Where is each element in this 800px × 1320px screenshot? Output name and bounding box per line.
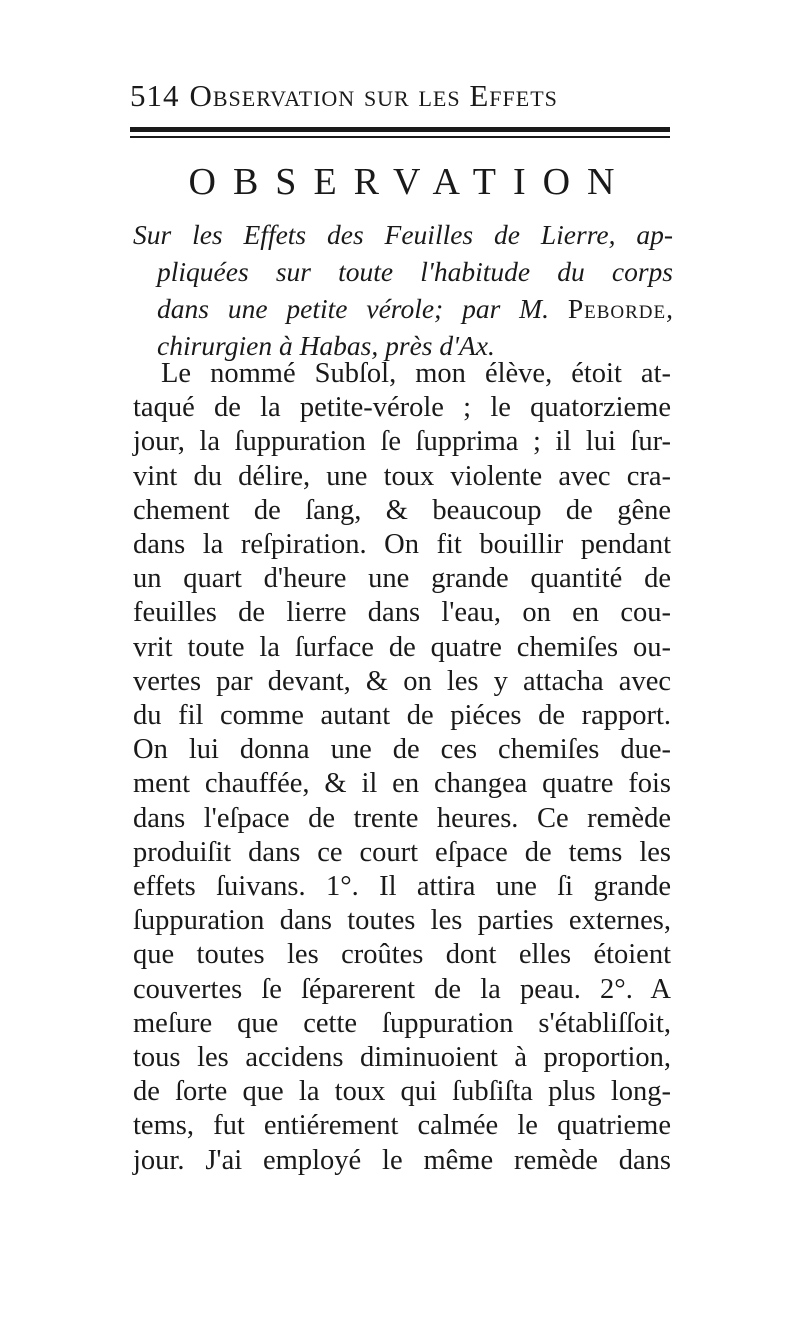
body-line: produiſit dans ce court eſpace de tems les (133, 836, 671, 868)
subtitle-punctuation: , (666, 293, 673, 324)
body-line: ſuppuration dans toutes les parties externes, (133, 905, 671, 937)
subtitle-line: pliquées sur toute l'habitude du corps (157, 256, 673, 287)
body-line: vint du délire, une toux violente avec cra- (133, 460, 671, 492)
body-line: vrit toute la ſurface de quatre chemiſes ou- (133, 631, 671, 663)
header-rule-thick (130, 127, 670, 132)
running-title: Observation sur les Effets (189, 78, 558, 113)
body-line: du fil comme autant de piéces de rapport. (133, 700, 671, 732)
body-line: meſure que cette ſuppuration s'établiſſoit, (133, 1007, 671, 1039)
body-line: Le nommé Subſol, mon élève, étoit at- (161, 358, 671, 389)
page-number: 514 (130, 78, 180, 113)
body-line: feuilles de lierre dans l'eau, on en cou- (133, 597, 671, 629)
article-title: OBSERVATION (188, 161, 632, 203)
subtitle-line-text: dans une petite vérole; par M. (157, 293, 549, 324)
body-line: que toutes les croûtes dont elles étoient (133, 939, 671, 971)
author-name: Peborde (567, 293, 667, 324)
body-line: chement de ſang, & beaucoup de gêne (133, 494, 671, 526)
body-line: dans la reſpiration. On fit bouillir pendant (133, 529, 671, 561)
subtitle-line: Sur les Effets des Feuilles de Lierre, ap- (133, 219, 673, 250)
body-line: jour, la ſuppuration ſe ſupprima ; il lui ſur- (133, 426, 671, 458)
body-line: dans l'eſpace de trente heures. Ce remède (133, 802, 671, 834)
body-line: couvertes ſe ſéparerent de la peau. 2°. A (133, 973, 671, 1005)
body-line: effets ſuivans. 1°. Il attira une ſi grande (133, 871, 671, 903)
subtitle-line-with-author (133, 290, 673, 327)
body-line: vertes par devant, & on les y attacha avec (133, 665, 671, 697)
article-subtitle (133, 216, 673, 364)
article-body (133, 357, 671, 1178)
body-line: jour. J'ai employé le même remède dans (133, 1144, 671, 1176)
body-line: taqué de la petite-vérole ; le quatorzieme (133, 392, 671, 424)
body-line: un quart d'heure une grande quantité de (133, 563, 671, 595)
body-line: ment chauffée, & il en changea quatre fois (133, 768, 671, 800)
body-line: tems, fut entiérement calmée le quatrieme (133, 1110, 671, 1142)
subtitle-line: chirurgien à Habas, près d'Ax. (157, 330, 495, 361)
body-line: On lui donna une de ces chemiſes due- (133, 734, 671, 766)
body-line: tous les accidens diminuoient à proportion, (133, 1042, 671, 1074)
running-head (130, 78, 670, 114)
body-line: de ſorte que la toux qui ſubſiſta plus long- (133, 1076, 671, 1108)
header-rule-thin (130, 136, 670, 138)
